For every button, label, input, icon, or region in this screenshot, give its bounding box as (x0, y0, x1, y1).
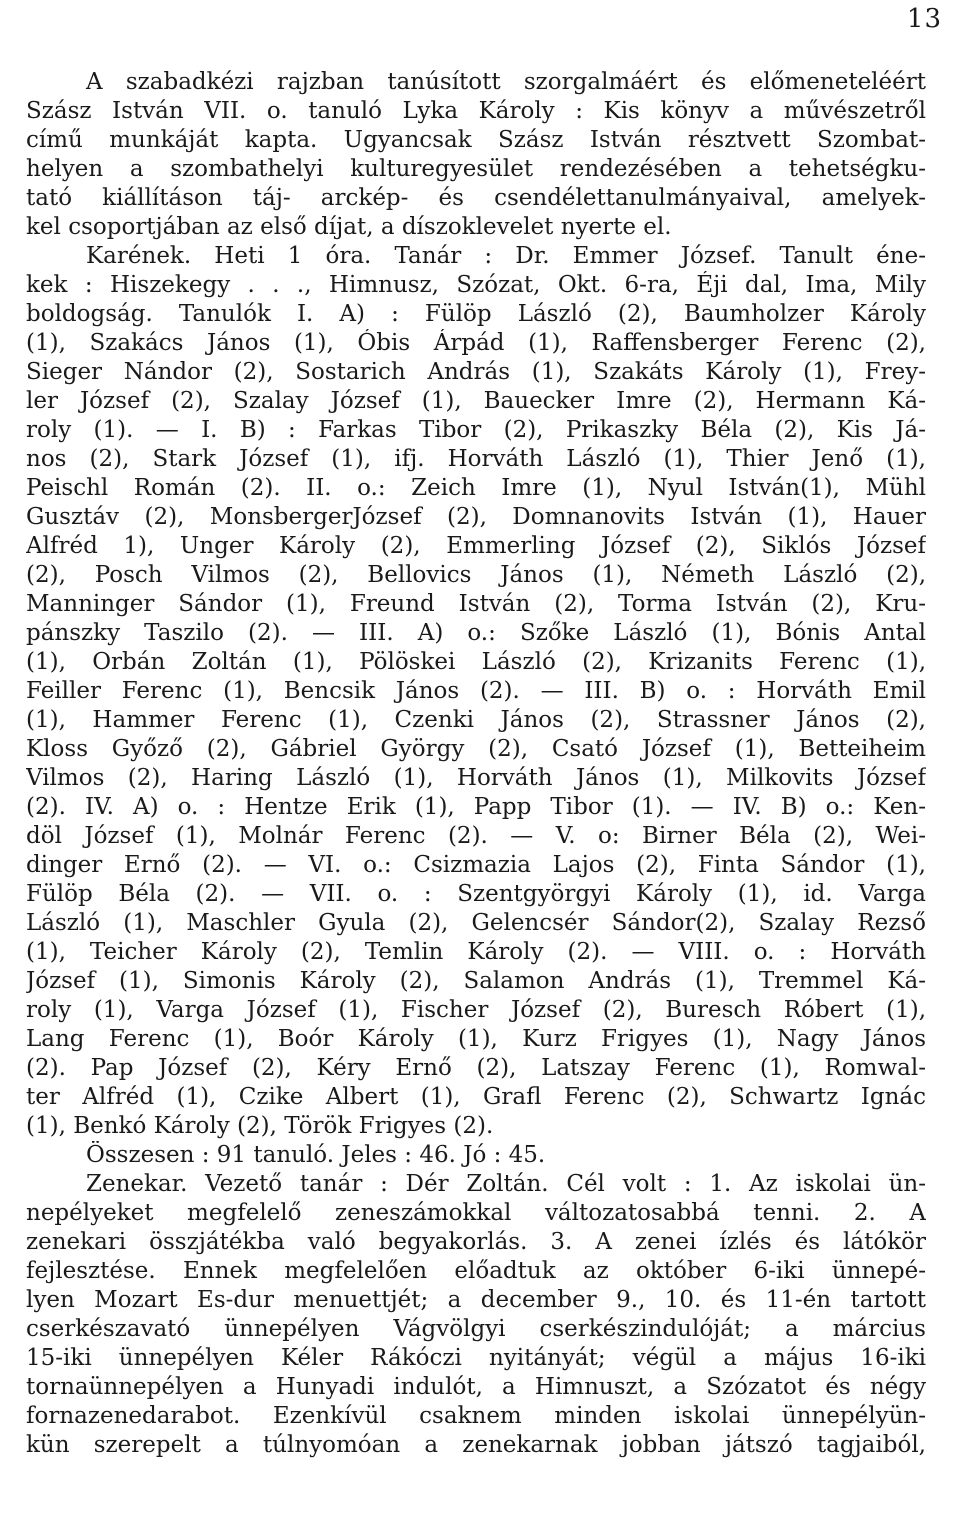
text-line: (1), Hammer Ferenc (1), Czenki János (2), Strassner János (2), (26, 707, 926, 733)
text-line: Zenekar. Vezető tanár : Dér Zoltán. Cél volt : 1. Az iskolai ün- (86, 1171, 926, 1197)
text-line: (1), Szakács János (1), Óbis Árpád (1), Raffensberger Ferenc (2), (26, 330, 926, 356)
text-line: ter Alfréd (1), Czike Albert (1), Grafl Ferenc (2), Schwartz Ignác (26, 1084, 926, 1110)
text-line: 15-iki ünnepélyen Kéler Rákóczi nyitányát; végül a május 16-iki (26, 1345, 926, 1371)
text-line: Manninger Sándor (1), Freund István (2), Torma István (2), Kru- (26, 591, 926, 617)
text-line: Kloss Győző (2), Gábriel György (2), Csató József (1), Betteiheim (26, 736, 926, 762)
text-line: Feiller Ferenc (1), Bencsik János (2). — III. B) o. : Horváth Emil (26, 678, 926, 704)
text-line: kel csoportjában az első díjat, a díszoklevelet nyerte el. (26, 214, 672, 240)
text-line: Gusztáv (2), MonsbergerJózsef (2), Domnanovits István (1), Hauer (26, 504, 926, 530)
text-line: (1), Orbán Zoltán (1), Pölöskei László (2), Krizanits Ferenc (1), (26, 649, 926, 675)
text-line: (1), Benkó Károly (2), Török Frigyes (2). (26, 1113, 494, 1139)
text-line: ler József (2), Szalay József (1), Bauecker Imre (2), Hermann Ká- (26, 388, 926, 414)
text-line: helyen a szombathelyi kulturegyesület rendezésében a tehetségku- (26, 156, 926, 182)
text-line: Alfréd 1), Unger Károly (2), Emmerling József (2), Siklós József (26, 533, 926, 559)
text-line: roly (1). — I. B) : Farkas Tibor (2), Prikaszky Béla (2), Kis Já- (26, 417, 926, 443)
text-line: Karének. Heti 1 óra. Tanár : Dr. Emmer József. Tanult éne- (86, 243, 926, 269)
text-line: nepélyeket megfelelő zeneszámokkal változatosabbá tenni. 2. A (26, 1200, 926, 1226)
text-line: József (1), Simonis Károly (2), Salamon András (1), Tremmel Ká- (26, 968, 926, 994)
text-line: Összesen : 91 tanuló. Jeles : 46. Jó : 45. (86, 1142, 546, 1168)
text-line: kün szerepelt a túlnyomóan a zenekarnak jobban játszó tagjaiból, (26, 1432, 926, 1458)
text-line: kek : Hiszekegy . . ., Himnusz, Szózat, Okt. 6-ra, Éji dal, Ima, Mily (26, 272, 926, 298)
text-line: lyen Mozart Es-dur menuettjét; a december 9., 10. és 11-én tartott (26, 1287, 926, 1313)
text-line: László (1), Maschler Gyula (2), Gelencsér Sándor(2), Szalay Rezső (26, 910, 926, 936)
text-line: fornazenedarabot. Ezenkívül csaknem minden iskolai ünnepélyün- (26, 1403, 926, 1429)
text-line: zenekari összjátékba való begyakorlás. 3. A zenei ízlés és látókör (26, 1229, 926, 1255)
page-number: 13 (906, 4, 942, 34)
text-line: A szabadkézi rajzban tanúsított szorgalmáért és előmeneteléért (86, 69, 926, 95)
text-line: című munkáját kapta. Ugyancsak Szász István résztvett Szombat- (26, 127, 926, 153)
text-line: fejlesztése. Ennek megfelelően előadtuk az október 6-iki ünnepé- (26, 1258, 926, 1284)
text-line: roly (1), Varga József (1), Fischer József (2), Buresch Róbert (1), (26, 997, 926, 1023)
text-line: (2). IV. A) o. : Hentze Erik (1), Papp Tibor (1). — IV. B) o.: Ken- (26, 794, 926, 820)
text-line: Sieger Nándor (2), Sostarich András (1), Szakáts Károly (1), Frey- (26, 359, 926, 385)
text-line: tató kiállításon táj- arckép- és csendélettanulmányaival, amelyek- (26, 185, 926, 211)
body-text (26, 68, 926, 1460)
text-line: Vilmos (2), Haring László (1), Horváth János (1), Milkovits József (26, 765, 926, 791)
text-line: Szász István VII. o. tanuló Lyka Károly : Kis könyv a művészetről (26, 98, 926, 124)
text-line: (2), Posch Vilmos (2), Bellovics János (1), Németh László (2), (26, 562, 926, 588)
text-line: Fülöp Béla (2). — VII. o. : Szentgyörgyi Károly (1), id. Varga (26, 881, 926, 907)
text-line: cserkészavató ünnepélyen Vágvölgyi cserkészindulóját; a március (26, 1316, 926, 1342)
text-line: Lang Ferenc (1), Boór Károly (1), Kurz Frigyes (1), Nagy János (26, 1026, 926, 1052)
text-line: boldogság. Tanulók I. A) : Fülöp László (2), Baumholzer Károly (26, 301, 926, 327)
text-line: (1), Teicher Károly (2), Temlin Károly (2). — VIII. o. : Horváth (26, 939, 926, 965)
text-line: (2). Pap József (2), Kéry Ernő (2), Latszay Ferenc (1), Romwal- (26, 1055, 926, 1081)
text-line: dinger Ernő (2). — VI. o.: Csizmazia Lajos (2), Finta Sándor (1), (26, 852, 926, 878)
text-line: pánszky Taszilo (2). — III. A) o.: Szőke László (1), Bónis Antal (26, 620, 926, 646)
text-line: nos (2), Stark József (1), ifj. Horváth László (1), Thier Jenő (1), (26, 446, 926, 472)
text-line: tornaünnepélyen a Hunyadi indulót, a Himnuszt, a Szózatot és négy (26, 1374, 926, 1400)
text-line: döl József (1), Molnár Ferenc (2). — V. o: Birner Béla (2), Wei- (26, 823, 926, 849)
text-line: Peischl Román (2). II. o.: Zeich Imre (1), Nyul István(1), Mühl (26, 475, 926, 501)
